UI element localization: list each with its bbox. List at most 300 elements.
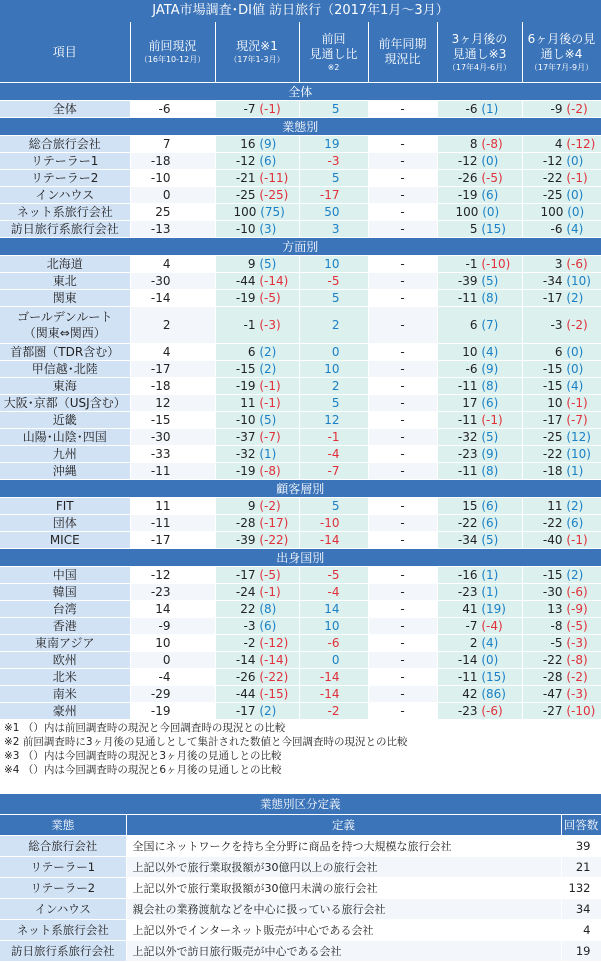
row-label: 山陽･山陰･四国 bbox=[0, 429, 130, 446]
column-header-label: 現況※1 bbox=[236, 39, 278, 53]
di-table bbox=[0, 22, 601, 720]
cell-prev bbox=[130, 601, 215, 618]
row-label: 訪日旅行系旅行会社 bbox=[0, 221, 130, 238]
cell-3month bbox=[437, 635, 522, 652]
value: 22 bbox=[240, 602, 256, 616]
cell-3month bbox=[437, 153, 522, 170]
value: 9 bbox=[247, 257, 256, 271]
diff: (5) bbox=[259, 257, 277, 271]
table-row bbox=[0, 498, 601, 515]
diff: (0) bbox=[566, 154, 584, 168]
value: -12 bbox=[150, 568, 171, 582]
cell-3month bbox=[437, 290, 522, 307]
cell-6month bbox=[522, 429, 601, 446]
table-row bbox=[0, 273, 601, 290]
definition-type: リテーラー2 bbox=[0, 878, 126, 899]
table-row bbox=[0, 703, 601, 720]
diff: (4) bbox=[481, 345, 499, 359]
diff: (8) bbox=[481, 291, 499, 305]
cell-current bbox=[215, 344, 299, 361]
cell-6month bbox=[522, 170, 601, 187]
cell-yoy: - bbox=[368, 635, 437, 652]
cell-current bbox=[215, 153, 299, 170]
diff: (-1) bbox=[259, 379, 281, 393]
value: -19 bbox=[235, 464, 256, 478]
value: 5 bbox=[331, 499, 340, 513]
value: -18 bbox=[542, 464, 563, 478]
cell-prev bbox=[130, 498, 215, 515]
row-label: 東海 bbox=[0, 378, 130, 395]
row-label: 団体 bbox=[0, 515, 130, 532]
diff: (-22) bbox=[259, 670, 289, 684]
value: -1 bbox=[243, 318, 256, 332]
diff: (4) bbox=[481, 636, 499, 650]
value: -10 bbox=[235, 222, 256, 236]
cell-prev bbox=[130, 256, 215, 273]
diff: (0) bbox=[482, 205, 500, 219]
cell-current bbox=[215, 652, 299, 669]
diff: (-5) bbox=[566, 619, 588, 633]
section-label: 出身国別 bbox=[0, 549, 601, 567]
column-header-label: 3ヶ月後の 見通し※3 bbox=[451, 31, 508, 61]
cell-prev bbox=[130, 136, 215, 153]
diff: (5) bbox=[481, 430, 499, 444]
value: -39 bbox=[235, 533, 256, 547]
section-row bbox=[0, 238, 601, 256]
cell-vs-forecast bbox=[299, 153, 368, 170]
value: -14 bbox=[235, 653, 256, 667]
value: -26 bbox=[235, 670, 256, 684]
value: 6 bbox=[554, 345, 563, 359]
definition-table bbox=[0, 794, 601, 962]
cell-current bbox=[215, 273, 299, 290]
table-row bbox=[0, 101, 601, 118]
cell-prev bbox=[130, 290, 215, 307]
value: 3 bbox=[554, 257, 563, 271]
value: -34 bbox=[457, 533, 478, 547]
value: 10 bbox=[462, 345, 478, 359]
value: -40 bbox=[542, 533, 563, 547]
value: 5 bbox=[331, 102, 340, 116]
value: -22 bbox=[457, 516, 478, 530]
cell-yoy: - bbox=[368, 652, 437, 669]
value: 6 bbox=[469, 318, 478, 332]
definition-text: 上記以外で旅行業取扱額が30億円以上の旅行会社 bbox=[126, 857, 561, 878]
cell-yoy: - bbox=[368, 101, 437, 118]
cell-prev bbox=[130, 378, 215, 395]
table-row bbox=[0, 584, 601, 601]
table-row bbox=[0, 567, 601, 584]
cell-vs-forecast bbox=[299, 307, 368, 344]
cell-prev bbox=[130, 429, 215, 446]
cell-current bbox=[215, 256, 299, 273]
cell-prev bbox=[130, 153, 215, 170]
row-label: 欧州 bbox=[0, 652, 130, 669]
cell-current bbox=[215, 463, 299, 480]
value: 5 bbox=[469, 222, 478, 236]
cell-3month bbox=[437, 412, 522, 429]
cell-6month bbox=[522, 618, 601, 635]
diff: (19) bbox=[481, 602, 506, 616]
row-label: 韓国 bbox=[0, 584, 130, 601]
definition-row bbox=[0, 836, 601, 857]
page-title: JATA市場調査･DI値 訪日旅行（2017年1月～3月） bbox=[0, 0, 601, 22]
cell-3month bbox=[437, 703, 522, 720]
cell-yoy: - bbox=[368, 618, 437, 635]
cell-yoy: - bbox=[368, 361, 437, 378]
cell-prev bbox=[130, 686, 215, 703]
cell-prev bbox=[130, 101, 215, 118]
value: -26 bbox=[457, 171, 478, 185]
diff: (6) bbox=[481, 499, 499, 513]
value: 0 bbox=[331, 653, 340, 667]
cell-yoy: - bbox=[368, 686, 437, 703]
diff: (1) bbox=[566, 464, 584, 478]
cell-yoy: - bbox=[368, 703, 437, 720]
diff: (-5) bbox=[259, 568, 281, 582]
diff: (6) bbox=[481, 516, 499, 530]
diff: (6) bbox=[566, 516, 584, 530]
cell-6month bbox=[522, 532, 601, 549]
definition-column-header: 業態 bbox=[0, 815, 126, 836]
section-label: 業態別 bbox=[0, 118, 601, 136]
value: 100 bbox=[233, 205, 257, 219]
value: -18 bbox=[150, 379, 171, 393]
cell-3month bbox=[437, 515, 522, 532]
cell-3month bbox=[437, 361, 522, 378]
cell-prev bbox=[130, 567, 215, 584]
cell-yoy: - bbox=[368, 567, 437, 584]
cell-prev bbox=[130, 307, 215, 344]
table-row bbox=[0, 344, 601, 361]
value: -22 bbox=[542, 653, 563, 667]
cell-6month bbox=[522, 256, 601, 273]
section-row bbox=[0, 549, 601, 567]
diff: (1) bbox=[481, 102, 499, 116]
diff: (2) bbox=[566, 568, 584, 582]
cell-current bbox=[215, 635, 299, 652]
table-row bbox=[0, 686, 601, 703]
cell-6month bbox=[522, 273, 601, 290]
value: 17 bbox=[462, 396, 478, 410]
table-row bbox=[0, 170, 601, 187]
cell-prev bbox=[130, 395, 215, 412]
table-row bbox=[0, 652, 601, 669]
cell-vs-forecast bbox=[299, 204, 368, 221]
cell-6month bbox=[522, 652, 601, 669]
cell-vs-forecast bbox=[299, 412, 368, 429]
value: 10 bbox=[547, 396, 563, 410]
column-header bbox=[0, 22, 130, 83]
value: -17 bbox=[150, 362, 171, 376]
diff: (7) bbox=[481, 318, 499, 332]
value: 5 bbox=[331, 171, 340, 185]
value: 16 bbox=[240, 137, 256, 151]
value: -6 bbox=[465, 362, 478, 376]
cell-current bbox=[215, 703, 299, 720]
diff: (2) bbox=[259, 345, 277, 359]
cell-prev bbox=[130, 515, 215, 532]
value: 0 bbox=[162, 653, 171, 667]
cell-prev bbox=[130, 170, 215, 187]
column-header-label: 項目 bbox=[52, 44, 77, 59]
table-row bbox=[0, 136, 601, 153]
cell-vs-forecast bbox=[299, 618, 368, 635]
value: -16 bbox=[457, 568, 478, 582]
value: -17 bbox=[235, 704, 256, 718]
diff: (-7) bbox=[566, 413, 588, 427]
row-label: 台湾 bbox=[0, 601, 130, 618]
row-label: リテーラー2 bbox=[0, 170, 130, 187]
definition-type: リテーラー1 bbox=[0, 857, 126, 878]
cell-6month bbox=[522, 361, 601, 378]
cell-vs-forecast bbox=[299, 429, 368, 446]
cell-current bbox=[215, 395, 299, 412]
cell-3month bbox=[437, 256, 522, 273]
column-header bbox=[437, 22, 522, 83]
diff: (10) bbox=[566, 274, 591, 288]
cell-3month bbox=[437, 136, 522, 153]
diff: (-12) bbox=[566, 137, 596, 151]
table-row bbox=[0, 532, 601, 549]
definition-column-header: 回答数 bbox=[561, 815, 601, 836]
row-label: 甲信越･北陸 bbox=[0, 361, 130, 378]
cell-current bbox=[215, 307, 299, 344]
value: -11 bbox=[457, 670, 478, 684]
definition-count: 4 bbox=[561, 920, 601, 941]
table-row bbox=[0, 412, 601, 429]
cell-6month bbox=[522, 498, 601, 515]
cell-6month bbox=[522, 584, 601, 601]
column-header-sub: ※2 bbox=[327, 62, 340, 72]
value: -17 bbox=[150, 533, 171, 547]
cell-prev bbox=[130, 618, 215, 635]
cell-6month bbox=[522, 395, 601, 412]
value: -5 bbox=[327, 568, 340, 582]
cell-vs-forecast bbox=[299, 273, 368, 290]
value: -17 bbox=[542, 413, 563, 427]
table-row bbox=[0, 515, 601, 532]
cell-6month bbox=[522, 101, 601, 118]
cell-prev bbox=[130, 446, 215, 463]
diff: (-4) bbox=[481, 619, 503, 633]
diff: (-1) bbox=[566, 171, 588, 185]
footnote: ※1 （）内は前回調査時の現況と今回調査時の現況との比較 bbox=[4, 722, 286, 734]
cell-3month bbox=[437, 463, 522, 480]
cell-vs-forecast bbox=[299, 652, 368, 669]
value: -11 bbox=[457, 413, 478, 427]
definition-text: 親会社の業務渡航などを中心に扱っている旅行会社 bbox=[126, 899, 561, 920]
table-row bbox=[0, 395, 601, 412]
row-label: 総合旅行会社 bbox=[0, 136, 130, 153]
value: -11 bbox=[150, 464, 171, 478]
cell-yoy: - bbox=[368, 153, 437, 170]
column-header bbox=[215, 22, 299, 83]
cell-yoy: - bbox=[368, 344, 437, 361]
cell-yoy: - bbox=[368, 256, 437, 273]
definition-title: 業態別区分定義 bbox=[0, 794, 601, 815]
diff: (-1) bbox=[259, 102, 281, 116]
row-label: 全体 bbox=[0, 101, 130, 118]
cell-vs-forecast bbox=[299, 446, 368, 463]
value: -11 bbox=[457, 291, 478, 305]
cell-current bbox=[215, 515, 299, 532]
diff: (-2) bbox=[566, 318, 588, 332]
value: -32 bbox=[457, 430, 478, 444]
row-label: 中国 bbox=[0, 567, 130, 584]
column-header-sub: （17年1-3月） bbox=[229, 55, 285, 64]
diff: (8) bbox=[481, 464, 499, 478]
cell-6month bbox=[522, 378, 601, 395]
cell-3month bbox=[437, 170, 522, 187]
cell-3month bbox=[437, 669, 522, 686]
diff: (-10) bbox=[566, 704, 596, 718]
value: -15 bbox=[235, 362, 256, 376]
value: 13 bbox=[547, 602, 563, 616]
diff: (3) bbox=[259, 222, 277, 236]
definition-column-header: 定義 bbox=[126, 815, 561, 836]
diff: (-8) bbox=[259, 464, 281, 478]
diff: (-5) bbox=[259, 291, 281, 305]
table-row bbox=[0, 204, 601, 221]
column-header bbox=[522, 22, 601, 83]
value: -14 bbox=[150, 291, 171, 305]
cell-current bbox=[215, 378, 299, 395]
cell-vs-forecast bbox=[299, 498, 368, 515]
diff: (-8) bbox=[481, 137, 503, 151]
value: -22 bbox=[542, 447, 563, 461]
cell-current bbox=[215, 221, 299, 238]
value: -30 bbox=[150, 430, 171, 444]
diff: (9) bbox=[259, 137, 277, 151]
table-header-row bbox=[0, 22, 601, 83]
row-label: 東北 bbox=[0, 273, 130, 290]
value: 6 bbox=[247, 345, 256, 359]
cell-vs-forecast bbox=[299, 669, 368, 686]
diff: (0) bbox=[566, 362, 584, 376]
value: -6 bbox=[465, 102, 478, 116]
value: -17 bbox=[542, 291, 563, 305]
diff: (9) bbox=[481, 447, 499, 461]
row-label: ネット系旅行会社 bbox=[0, 204, 130, 221]
cell-current bbox=[215, 290, 299, 307]
definition-count: 39 bbox=[561, 836, 601, 857]
table-row bbox=[0, 601, 601, 618]
cell-6month bbox=[522, 344, 601, 361]
cell-3month bbox=[437, 221, 522, 238]
value: -12 bbox=[235, 154, 256, 168]
cell-current bbox=[215, 601, 299, 618]
table-row bbox=[0, 669, 601, 686]
definition-row bbox=[0, 857, 601, 878]
cell-6month bbox=[522, 703, 601, 720]
cell-prev bbox=[130, 584, 215, 601]
cell-yoy: - bbox=[368, 204, 437, 221]
cell-3month bbox=[437, 446, 522, 463]
cell-yoy: - bbox=[368, 221, 437, 238]
diff: (6) bbox=[481, 188, 499, 202]
cell-current bbox=[215, 429, 299, 446]
definition-text: 上記以外でインターネット販売が中心である会社 bbox=[126, 920, 561, 941]
value: 50 bbox=[324, 205, 340, 219]
value: 10 bbox=[324, 619, 340, 633]
cell-vs-forecast bbox=[299, 187, 368, 204]
value: -3 bbox=[327, 154, 340, 168]
cell-3month bbox=[437, 187, 522, 204]
table-row bbox=[0, 153, 601, 170]
diff: (-6) bbox=[481, 704, 503, 718]
cell-vs-forecast bbox=[299, 170, 368, 187]
value: -15 bbox=[542, 362, 563, 376]
value: -25 bbox=[542, 188, 563, 202]
value: -14 bbox=[457, 653, 478, 667]
value: 100 bbox=[540, 205, 564, 219]
row-label: リテーラー1 bbox=[0, 153, 130, 170]
value: 25 bbox=[155, 205, 171, 219]
table-row bbox=[0, 618, 601, 635]
column-header bbox=[299, 22, 368, 83]
value: -5 bbox=[327, 274, 340, 288]
cell-6month bbox=[522, 204, 601, 221]
cell-yoy: - bbox=[368, 532, 437, 549]
cell-3month bbox=[437, 204, 522, 221]
diff: (-5) bbox=[481, 171, 503, 185]
section-row bbox=[0, 118, 601, 136]
cell-prev bbox=[130, 344, 215, 361]
diff: (-2) bbox=[259, 499, 281, 513]
value: 11 bbox=[547, 499, 563, 513]
diff: (5) bbox=[259, 413, 277, 427]
value: -39 bbox=[457, 274, 478, 288]
cell-6month bbox=[522, 412, 601, 429]
row-label: 近畿 bbox=[0, 412, 130, 429]
cell-yoy: - bbox=[368, 669, 437, 686]
row-label: 北海道 bbox=[0, 256, 130, 273]
cell-prev bbox=[130, 669, 215, 686]
value: -32 bbox=[235, 447, 256, 461]
value: 19 bbox=[324, 137, 340, 151]
value: -23 bbox=[457, 447, 478, 461]
value: -37 bbox=[235, 430, 256, 444]
cell-yoy: - bbox=[368, 378, 437, 395]
section-label: 方面別 bbox=[0, 238, 601, 256]
definition-row bbox=[0, 941, 601, 962]
value: -19 bbox=[457, 188, 478, 202]
column-header bbox=[368, 22, 437, 83]
value: -2 bbox=[327, 704, 340, 718]
cell-vs-forecast bbox=[299, 601, 368, 618]
row-label: 東南アジア bbox=[0, 635, 130, 652]
row-label: 南米 bbox=[0, 686, 130, 703]
value: -12 bbox=[457, 154, 478, 168]
value: -11 bbox=[150, 516, 171, 530]
value: 2 bbox=[331, 379, 340, 393]
section-label: 顧客層別 bbox=[0, 480, 601, 498]
cell-yoy: - bbox=[368, 601, 437, 618]
value: -10 bbox=[235, 413, 256, 427]
diff: (8) bbox=[481, 379, 499, 393]
value: -7 bbox=[327, 464, 340, 478]
column-header-sub: （17年4月-6月） bbox=[447, 62, 512, 72]
value: -25 bbox=[542, 430, 563, 444]
diff: (-3) bbox=[566, 636, 588, 650]
value: 10 bbox=[155, 636, 171, 650]
section-label: 全体 bbox=[0, 83, 601, 101]
cell-current bbox=[215, 101, 299, 118]
diff: (9) bbox=[481, 362, 499, 376]
cell-6month bbox=[522, 307, 601, 344]
value: -2 bbox=[243, 636, 256, 650]
